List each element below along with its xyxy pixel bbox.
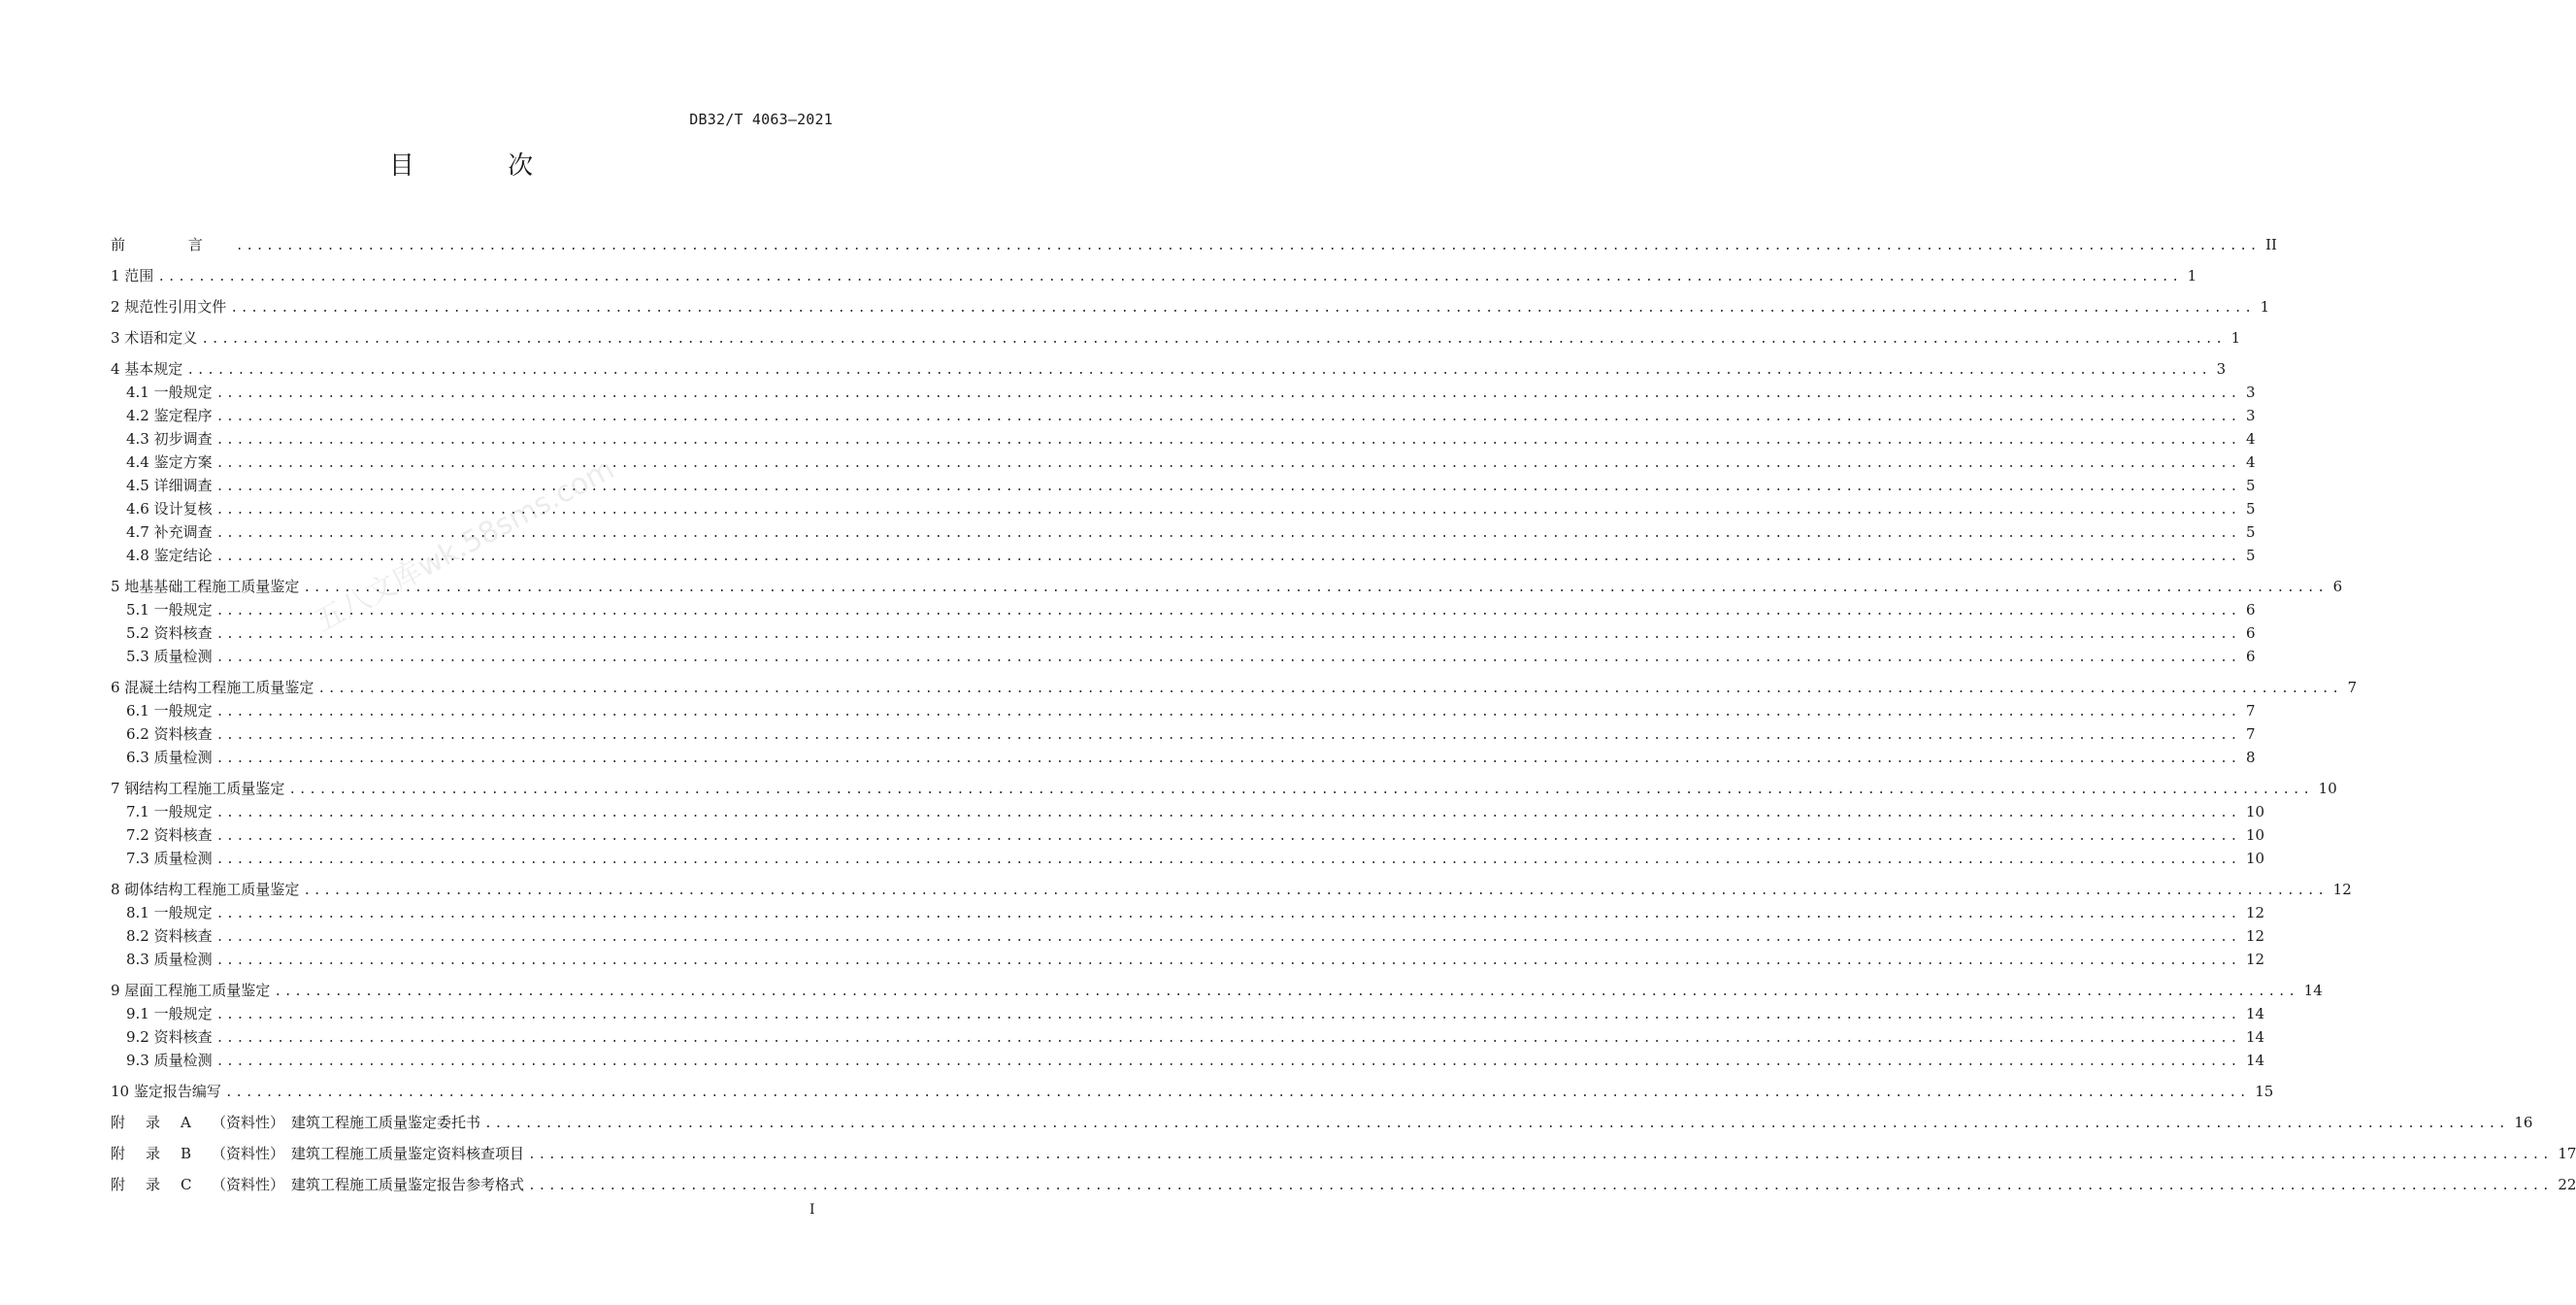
toc-leader-dots: ........................................................................................................................................................................................................ (215, 550, 2240, 564)
toc-entry-label: 10 鉴定报告编写 (111, 1083, 221, 1100)
toc-entry[interactable] (111, 777, 2337, 800)
toc-leader-dots: ........................................................................................................................................................................................................ (215, 433, 2240, 448)
toc-entry[interactable] (111, 823, 2265, 847)
toc-entry-page: 5 (2245, 523, 2256, 541)
toc-entry-page: 14 (2303, 982, 2323, 999)
toc-entry-label: 7.1 一般规定 (126, 803, 213, 820)
toc-entry-page: 5 (2245, 500, 2256, 518)
toc-entry-page: 12 (2245, 904, 2265, 921)
toc-entry-page: 14 (2245, 1052, 2265, 1069)
toc-entry-page: 17 (2558, 1145, 2576, 1162)
toc-leader-dots: ........................................................................................................................................................................................................ (303, 581, 2328, 595)
toc-entry-page: 5 (2245, 477, 2256, 494)
toc-entry[interactable] (111, 404, 2256, 427)
toc-leader-dots: ........................................................................................................................................................................................................ (215, 651, 2240, 665)
toc-appendix-entry[interactable] (111, 1111, 2533, 1134)
toc-leader-dots: ........................................................................................................................................................................................................ (201, 332, 2226, 347)
toc-appendix-entry[interactable] (111, 1173, 2576, 1196)
toc-entry-page: 8 (2245, 749, 2256, 766)
toc-leader-dots: ........................................................................................................................................................................................................ (186, 363, 2211, 378)
toc-entry-page: 7 (2245, 725, 2256, 743)
toc-leader-dots: ........................................................................................................................................................................................................ (215, 410, 2240, 424)
toc-entry-page: 7 (2245, 702, 2256, 719)
appendix-word: 录 (146, 1114, 161, 1131)
toc-leader-dots: ........................................................................................................................................................................................................ (274, 985, 2298, 999)
toc-leader-dots: ........................................................................................................................................................................................................ (157, 270, 2182, 284)
toc-entry-page: 4 (2245, 453, 2256, 471)
appendix-type: （资料性） (212, 1145, 285, 1162)
toc-leader-dots: ........................................................................................................................................................................................................ (215, 806, 2240, 820)
toc-leader-dots: ........................................................................................................................................................................................................ (215, 503, 2240, 518)
toc-entry-label: 1 范围 (111, 267, 154, 284)
toc-entry-label: 4.2 鉴定程序 (126, 407, 213, 424)
toc-entry-page: 4 (2245, 430, 2256, 448)
toc-entry[interactable] (111, 295, 2270, 318)
toc-entry[interactable] (111, 1080, 2274, 1103)
toc-leader-dots: ........................................................................................................................................................................................................ (528, 1148, 2553, 1162)
toc-leader-dots: ........................................................................................................................................................................................................ (215, 480, 2240, 494)
toc-entry-label: 9.1 一般规定 (126, 1005, 213, 1022)
toc-leader-dots: ........................................................................................................................................................................................................ (215, 1054, 2240, 1069)
toc-entry-label: 2 规范性引用文件 (111, 298, 227, 316)
toc-entry[interactable] (111, 381, 2256, 404)
toc-entry-page: 1 (2230, 329, 2241, 347)
appendix-letter: C (181, 1176, 192, 1193)
toc-entry-label: 8.3 质量检测 (126, 951, 213, 968)
toc-entry-page: II (2265, 236, 2277, 253)
toc-entry-page: 16 (2514, 1114, 2533, 1131)
toc-leader-dots: ........................................................................................................................................................................................................ (317, 682, 2342, 696)
appendix-title: 建筑工程施工质量鉴定委托书 (291, 1114, 481, 1131)
toc-entry[interactable] (111, 746, 2256, 769)
toc-entry-page: 10 (2318, 780, 2337, 797)
toc-entry-label: 6.1 一般规定 (126, 702, 213, 719)
toc-entry[interactable] (111, 847, 2265, 870)
toc-leader-dots: ........................................................................................................................................................................................................ (215, 526, 2240, 541)
toc-entry-label: 4.1 一般规定 (126, 384, 213, 401)
toc-entry[interactable] (111, 1049, 2265, 1072)
appendix-word: 录 (146, 1145, 161, 1162)
toc-entry-label: 8.2 资料核查 (126, 927, 213, 945)
appendix-prefix: 附 (111, 1114, 126, 1131)
toc-entry[interactable] (111, 497, 2256, 520)
appendix-prefix: 附 (111, 1176, 126, 1193)
toc-entry[interactable] (111, 427, 2256, 451)
toc-entry[interactable] (111, 722, 2256, 746)
toc-entry[interactable] (111, 474, 2256, 497)
toc-entry-label: 6.2 资料核查 (126, 725, 213, 743)
toc-entry-label: 6.3 质量检测 (126, 749, 213, 766)
page-title: 目 次 (388, 151, 577, 181)
toc-entry[interactable] (111, 699, 2256, 722)
toc-entry[interactable] (111, 575, 2343, 598)
toc-entry-page: 1 (2187, 267, 2197, 284)
toc-leader-dots: ........................................................................................................................................................................................................ (484, 1117, 2509, 1131)
toc-entry[interactable] (111, 676, 2358, 699)
toc-entry[interactable] (111, 264, 2197, 287)
toc-entry[interactable] (111, 621, 2256, 645)
toc-entry-page: 6 (2245, 648, 2256, 665)
appendix-prefix: 附 (111, 1145, 126, 1162)
toc-leader-dots: ........................................................................................................................................................................................................ (215, 1008, 2240, 1022)
toc-entry[interactable] (111, 979, 2323, 1002)
toc-leader-dots: ........................................................................................................................................................................................................ (303, 884, 2328, 898)
toc-entry-page: 5 (2245, 547, 2256, 564)
appendix-label (111, 1111, 484, 1134)
toc-entry[interactable] (111, 901, 2265, 924)
toc-entry[interactable] (111, 598, 2256, 621)
toc-entry-label: 5 地基基础工程施工质量鉴定 (111, 578, 300, 595)
toc-entry-label: 8.1 一般规定 (126, 904, 213, 921)
toc-leader-dots: ........................................................................................................................................................................................................ (215, 728, 2240, 743)
toc-entry-page: 1 (2260, 298, 2270, 316)
toc-entry[interactable] (111, 520, 2256, 544)
appendix-word: 录 (146, 1176, 161, 1193)
appendix-title: 建筑工程施工质量鉴定资料核查项目 (291, 1145, 525, 1162)
toc-entry-page: 6 (2245, 601, 2256, 619)
toc-entry-label: 8 砌体结构工程施工质量鉴定 (111, 881, 300, 898)
toc-entry-label: 4.7 补充调查 (126, 523, 213, 541)
toc-leader-dots: ........................................................................................................................................................................................................ (235, 239, 2261, 253)
toc-leader-dots: ........................................................................................................................................................................................................ (288, 783, 2313, 797)
table-of-contents (111, 233, 2576, 1196)
toc-entry[interactable] (111, 326, 2241, 350)
appendix-label (111, 1142, 528, 1165)
toc-entry-label: 5.3 质量检测 (126, 648, 213, 665)
toc-leader-dots: ........................................................................................................................................................................................................ (215, 386, 2240, 401)
toc-entry-label: 7.3 质量检测 (126, 850, 213, 867)
toc-leader-dots: ........................................................................................................................................................................................................ (215, 752, 2240, 766)
standard-code: DB32/T 4063—2021 (689, 111, 833, 128)
toc-entry[interactable] (111, 1025, 2265, 1049)
toc-entry[interactable] (111, 645, 2256, 668)
toc-entry[interactable] (111, 1002, 2265, 1025)
toc-entry-page: 10 (2245, 803, 2265, 820)
toc-entry-label: 9.2 资料核查 (126, 1028, 213, 1046)
toc-entry-page: 12 (2332, 881, 2352, 898)
toc-entry-page: 6 (2332, 578, 2343, 595)
toc-entry-label: 7.2 资料核查 (126, 826, 213, 844)
toc-entry-label: 4.4 鉴定方案 (126, 453, 213, 471)
toc-entry-label: 7 钢结构工程施工质量鉴定 (111, 780, 285, 797)
toc-leader-dots: ........................................................................................................................................................................................................ (230, 301, 2255, 316)
toc-leader-dots: ........................................................................................................................................................................................................ (215, 1031, 2240, 1046)
toc-leader-dots: ........................................................................................................................................................................................................ (215, 627, 2240, 642)
toc-entry-label: 3 术语和定义 (111, 329, 198, 347)
toc-leader-dots: ........................................................................................................................................................................................................ (215, 705, 2240, 719)
toc-entry[interactable] (111, 233, 2277, 256)
toc-entry-label: 5.2 资料核查 (126, 624, 213, 642)
watermark: 五八文库wk.58sms.com (309, 452, 620, 639)
toc-entry-label: 6 混凝土结构工程施工质量鉴定 (111, 679, 314, 696)
toc-leader-dots: ........................................................................................................................................................................................................ (215, 853, 2240, 867)
toc-leader-dots: ........................................................................................................................................................................................................ (528, 1179, 2553, 1193)
toc-leader-dots: ........................................................................................................................................................................................................ (215, 829, 2240, 844)
toc-entry-page: 14 (2245, 1028, 2265, 1046)
toc-entry-page: 22 (2558, 1176, 2576, 1193)
toc-entry[interactable] (111, 948, 2265, 971)
toc-entry-page: 15 (2255, 1083, 2274, 1100)
toc-leader-dots: ........................................................................................................................................................................................................ (215, 954, 2240, 968)
toc-leader-dots: ........................................................................................................................................................................................................ (215, 907, 2240, 921)
toc-entry[interactable] (111, 544, 2256, 567)
toc-entry-page: 3 (2245, 407, 2256, 424)
toc-entry-page: 12 (2245, 927, 2265, 945)
appendix-type: （资料性） (212, 1114, 285, 1131)
toc-entry-page: 12 (2245, 951, 2265, 968)
toc-entry-page: 14 (2245, 1005, 2265, 1022)
toc-entry[interactable] (111, 800, 2265, 823)
toc-entry-label: 9 屋面工程施工质量鉴定 (111, 982, 271, 999)
appendix-label (111, 1173, 528, 1196)
toc-entry-label: 4.5 详细调查 (126, 477, 213, 494)
toc-entry-page: 7 (2347, 679, 2358, 696)
appendix-letter: A (181, 1114, 191, 1131)
toc-entry-page: 10 (2245, 850, 2265, 867)
toc-entry-label: 4.6 设计复核 (126, 500, 213, 518)
toc-entry-label: 5.1 一般规定 (126, 601, 213, 619)
toc-leader-dots: ........................................................................................................................................................................................................ (215, 930, 2240, 945)
toc-entry-page: 3 (2245, 384, 2256, 401)
toc-leader-dots: ........................................................................................................................................................................................................ (215, 604, 2240, 619)
toc-entry-label: 4 基本规定 (111, 360, 183, 378)
page-number: I (809, 1202, 815, 1218)
toc-entry-label: 前 言 (111, 236, 232, 253)
toc-entry-label: 4.8 鉴定结论 (126, 547, 213, 564)
toc-entry-label: 4.3 初步调查 (126, 430, 213, 448)
toc-appendix-entry[interactable] (111, 1142, 2576, 1165)
appendix-title: 建筑工程施工质量鉴定报告参考格式 (291, 1176, 525, 1193)
toc-leader-dots: ........................................................................................................................................................................................................ (215, 456, 2240, 471)
toc-entry[interactable] (111, 924, 2265, 948)
appendix-letter: B (181, 1145, 192, 1162)
toc-entry-page: 3 (2216, 360, 2227, 378)
toc-entry-page: 10 (2245, 826, 2265, 844)
toc-entry-page: 6 (2245, 624, 2256, 642)
toc-entry[interactable] (111, 357, 2227, 381)
appendix-type: （资料性） (212, 1176, 285, 1193)
toc-entry[interactable] (111, 878, 2352, 901)
toc-entry-label: 9.3 质量检测 (126, 1052, 213, 1069)
toc-entry[interactable] (111, 451, 2256, 474)
toc-leader-dots: ........................................................................................................................................................................................................ (224, 1086, 2250, 1100)
